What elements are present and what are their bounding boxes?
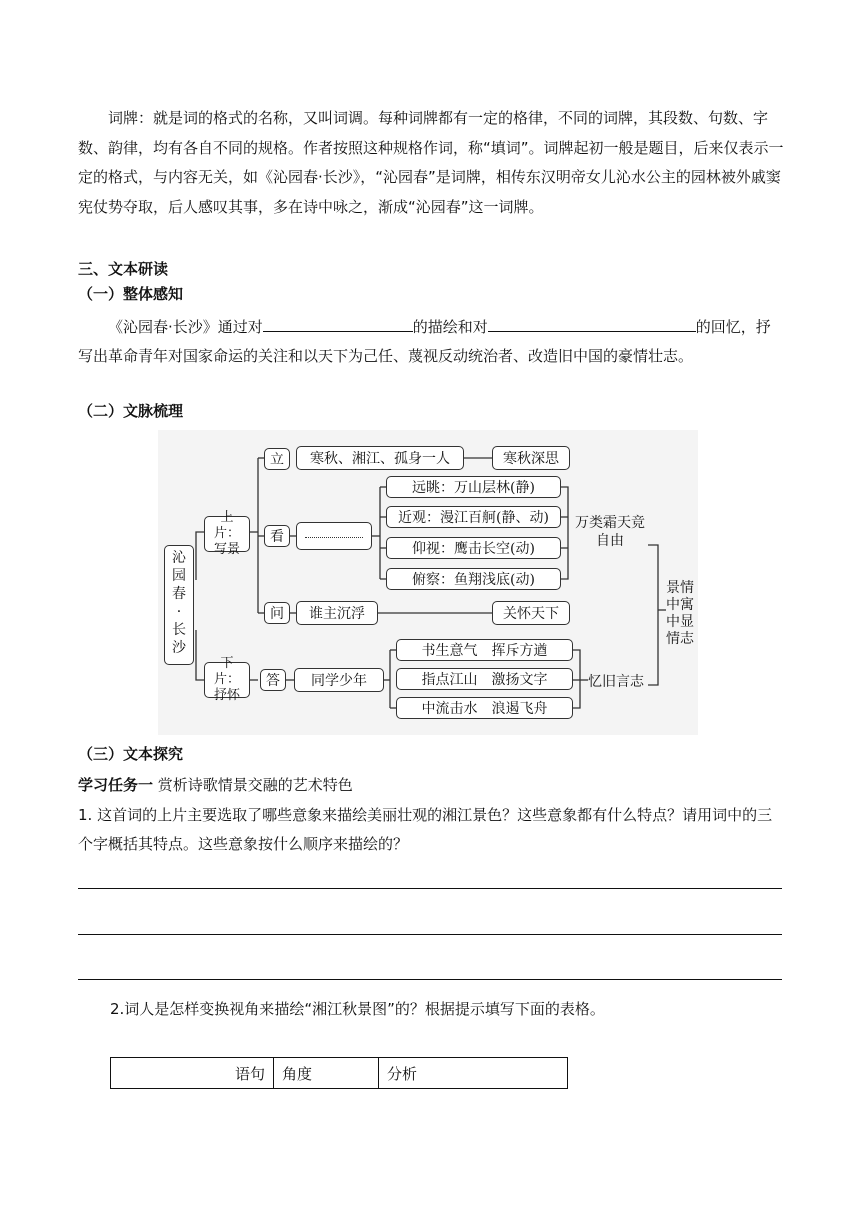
diagram-li-result: 寒秋深思 xyxy=(492,446,570,470)
diagram-da: 答 xyxy=(260,669,286,691)
diagram-root: 沁园春·长沙 xyxy=(164,545,194,665)
diagram-wen-result: 关怀天下 xyxy=(492,601,570,625)
diagram-view-1: 远眺：万山层林(静) xyxy=(386,476,561,498)
subsection-explore: （三）文本探究 xyxy=(78,745,184,763)
diagram-view-2: 近观：漫江百舸(静、动) xyxy=(386,506,561,528)
diagram-kan: 看 xyxy=(264,525,290,547)
diagram-view-4: 俯察：鱼翔浅底(动) xyxy=(386,568,561,590)
fill-text-b: 的描绘和对 xyxy=(412,318,488,336)
fill-blank-1[interactable] xyxy=(263,315,413,332)
diagram-memory-2: 指点江山 激扬文字 xyxy=(396,668,573,690)
diagram-li: 立 xyxy=(264,448,290,470)
diagram-memory-3: 中流击水 浪遏飞舟 xyxy=(396,697,573,719)
diagram-li-content: 寒秋、湘江、孤身一人 xyxy=(296,446,464,470)
question-1: 1. 这首词的上片主要选取了哪些意象来描绘美丽壮观的湘江景色？这些意象都有什么特点？请用词中的三个字概括其特点。这些意象按什么顺序来描绘的？ xyxy=(78,806,773,853)
diagram-lower: 下片：抒怀 xyxy=(204,662,250,698)
perspective-table xyxy=(110,1057,568,1089)
table-header-sentence: 语句 xyxy=(111,1058,274,1089)
section-title: 三、文本研读 xyxy=(78,260,169,278)
answer-line-2[interactable] xyxy=(78,934,782,935)
overall-fill-paragraph xyxy=(78,313,784,371)
task1-title: 赏析诗歌情景交融的艺术特色 xyxy=(157,776,353,794)
structure-diagram xyxy=(158,430,698,735)
answer-line-3[interactable] xyxy=(78,979,782,980)
table-header-angle: 角度 xyxy=(274,1058,379,1089)
diagram-view-3: 仰视：鹰击长空(动) xyxy=(386,537,561,559)
answer-line-1[interactable] xyxy=(78,888,782,889)
diagram-wen-content: 谁主沉浮 xyxy=(296,601,378,625)
question-2: 2.词人是怎样变换视角来描绘“湘江秋景图”的？根据提示填写下面的表格。 xyxy=(110,1000,605,1018)
subsection-overall: （一）整体感知 xyxy=(78,285,184,303)
task1-label: 学习任务一 xyxy=(78,776,154,794)
diagram-theme: 景情中寓中显情志 xyxy=(666,580,694,647)
fill-blank-2[interactable] xyxy=(488,315,696,332)
diagram-kan-blank[interactable] xyxy=(296,522,372,550)
fill-text-c: 的回忆，抒写出革命青年对国家命运的关注和以天下为己任、蔑视反动统治者、改造旧中国的豪情壮志。 xyxy=(78,318,771,365)
diagram-da-content: 同学少年 xyxy=(294,668,384,692)
diagram-views-result: 万类霜天竞自由 xyxy=(575,515,645,549)
task1-heading xyxy=(78,772,784,798)
diagram-memories-result: 忆旧言志 xyxy=(588,674,644,690)
diagram-wen: 问 xyxy=(264,602,290,624)
table-header-row xyxy=(111,1058,568,1089)
fill-text-a: 《沁园春·长沙》通过对 xyxy=(108,318,263,336)
diagram-memory-1: 书生意气 挥斥方遒 xyxy=(396,639,573,661)
subsection-structure: （二）文脉梳理 xyxy=(78,402,184,420)
table-header-analysis: 分析 xyxy=(379,1058,568,1089)
cipai-paragraph: 词牌：就是词的格式的名称，又叫词调。每种词牌都有一定的格律，不同的词牌，其段数、句数、字数、韵律，均有各自不同的规格。作者按照这种规格作词，称“填词”。词牌起初一般是题目，后来仅表示一定的格式，与内容无关，如《沁园春·长沙》，“沁园春”是词牌，相传东汉明帝女儿沁水公主的园林被外戚窦宪仗势夺取，后人感叹其事，多在诗中咏之，渐成“沁园春”这一词牌。 xyxy=(78,109,784,216)
diagram-upper: 上片：写景 xyxy=(204,516,250,552)
